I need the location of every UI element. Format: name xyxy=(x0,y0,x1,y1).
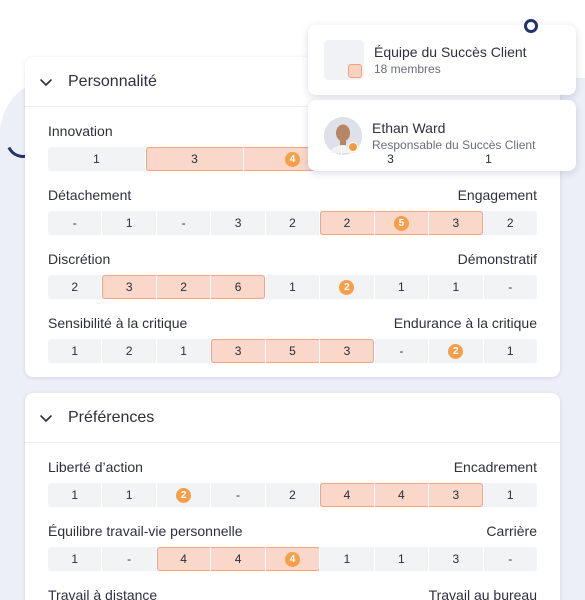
section-title: Personnalité xyxy=(68,72,157,90)
trait-row xyxy=(48,521,537,571)
trait-labels xyxy=(48,585,537,600)
trait-scale xyxy=(48,275,537,299)
team-name: Équipe du Succès Client xyxy=(374,44,527,60)
trait-scale xyxy=(48,547,537,571)
trait-scale xyxy=(48,483,537,507)
scale-cell[interactable]: 6 xyxy=(211,275,265,299)
trait-right-label: Engagement xyxy=(457,187,537,203)
scale-cell[interactable]: 2 xyxy=(157,275,211,299)
scale-cell[interactable]: 4 xyxy=(157,547,211,571)
scale-cell[interactable] xyxy=(157,483,211,507)
trait-row xyxy=(48,313,537,363)
trait-row xyxy=(48,249,537,299)
personality-traits xyxy=(25,121,560,363)
team-badge-icon xyxy=(348,64,362,78)
trait-labels xyxy=(48,185,537,205)
scale-cell[interactable]: 3 xyxy=(320,339,374,363)
trait-left-label: Discrétion xyxy=(48,251,111,267)
current-value-marker: 5 xyxy=(394,216,409,231)
trait-left-label: Liberté d’action xyxy=(48,459,143,475)
scale-cell[interactable]: 1 xyxy=(266,275,320,299)
scale-cell[interactable]: 1 xyxy=(506,488,514,502)
scale-cell[interactable]: 1 xyxy=(320,547,374,571)
trait-left-label: Travail à distance xyxy=(48,587,158,600)
scale-cell[interactable]: 3 xyxy=(211,339,265,363)
scale-cell[interactable]: 1 xyxy=(375,275,429,299)
scale-cell[interactable]: 1 xyxy=(48,483,102,507)
scale-cell[interactable]: 3 xyxy=(102,275,156,299)
person-role: Responsable du Succès Client xyxy=(372,137,536,152)
scale-cell[interactable]: 3 xyxy=(211,211,265,235)
scale-cell[interactable]: 1 xyxy=(102,483,156,507)
trait-left-label: Innovation xyxy=(48,123,113,139)
scale-cell[interactable]: - xyxy=(211,483,265,507)
trait-labels xyxy=(48,249,537,269)
scale-cell[interactable]: - xyxy=(48,211,102,235)
trait-right-label: Endurance à la critique xyxy=(393,315,537,331)
preference-traits xyxy=(25,457,560,600)
scale-cell[interactable]: 1 xyxy=(157,339,211,363)
trait-scale xyxy=(48,211,537,235)
scale-cell[interactable]: - xyxy=(375,339,429,363)
scale-cell[interactable]: - xyxy=(157,211,211,235)
scale-cell[interactable]: 3 xyxy=(429,547,483,571)
scale-cell[interactable]: 4 xyxy=(320,483,374,507)
trait-row xyxy=(48,185,537,235)
scale-cell[interactable] xyxy=(244,147,342,171)
current-value-marker: 4 xyxy=(285,152,300,167)
notification-dot-icon[interactable] xyxy=(524,19,538,33)
scale-cell[interactable]: 1 xyxy=(48,547,102,571)
trait-scale xyxy=(48,147,537,171)
scale-cell[interactable]: - xyxy=(508,552,513,566)
current-value-marker: 2 xyxy=(339,280,354,295)
trait-right-label: Travail au bureau xyxy=(428,587,537,600)
scale-cell[interactable]: 1 xyxy=(375,547,429,571)
scale-cell[interactable]: 1 xyxy=(48,147,146,171)
scale-cell[interactable]: 5 xyxy=(266,339,320,363)
trait-scale xyxy=(48,339,537,363)
scale-cell[interactable]: 4 xyxy=(211,547,265,571)
preferences-card xyxy=(25,393,560,600)
scale-cell[interactable]: 2 xyxy=(102,339,156,363)
scale-cell[interactable]: 3 xyxy=(342,147,440,171)
scale-cell[interactable]: 1 xyxy=(48,339,102,363)
current-value-marker: 2 xyxy=(448,344,463,359)
scale-cell[interactable] xyxy=(320,275,374,299)
scale-cell[interactable]: - xyxy=(102,547,156,571)
trait-right-label: Carrière xyxy=(486,523,537,539)
chevron-down-icon[interactable] xyxy=(39,411,53,425)
scale-cell[interactable]: 1 xyxy=(506,344,514,358)
scale-cell[interactable]: 1 xyxy=(485,152,492,166)
trait-right-label: Démonstratif xyxy=(457,251,537,267)
trait-labels xyxy=(48,313,537,333)
team-popup[interactable] xyxy=(308,25,576,95)
current-value-marker: 4 xyxy=(285,552,300,567)
scale-cell[interactable]: 2 xyxy=(48,275,102,299)
scale-cell[interactable]: 2 xyxy=(266,483,320,507)
scale-cell[interactable] xyxy=(375,211,429,235)
trait-left-label: Équilibre travail-vie personnelle xyxy=(48,523,243,539)
scale-cell[interactable]: 2 xyxy=(266,211,320,235)
team-members: 18 membres xyxy=(374,62,441,76)
team-icon xyxy=(324,40,364,80)
current-value-marker: 2 xyxy=(176,488,191,503)
person-name: Ethan Ward xyxy=(372,119,446,136)
scale-cell[interactable]: 4 xyxy=(375,483,429,507)
trait-row xyxy=(48,585,537,600)
chevron-down-icon[interactable] xyxy=(39,75,53,89)
scale-cell[interactable] xyxy=(429,339,483,363)
scale-cell[interactable]: - xyxy=(508,280,513,294)
scale-cell[interactable]: 3 xyxy=(429,483,483,507)
trait-left-label: Sensibilité à la critique xyxy=(48,315,188,331)
scale-cell[interactable]: 3 xyxy=(146,147,244,171)
trait-labels xyxy=(48,521,537,541)
section-title: Préférences xyxy=(68,408,155,426)
preferences-header[interactable] xyxy=(25,393,560,443)
scale-cell[interactable]: 1 xyxy=(429,275,483,299)
trait-labels xyxy=(48,457,537,477)
scale-cell[interactable]: 1 xyxy=(102,211,156,235)
scale-cell[interactable] xyxy=(266,547,320,571)
trait-right-label: Encadrement xyxy=(453,459,537,475)
scale-cell[interactable]: 2 xyxy=(320,211,374,235)
trait-row xyxy=(48,457,537,507)
scale-cell[interactable]: 2 xyxy=(506,216,514,230)
scale-cell[interactable]: 3 xyxy=(429,211,483,235)
trait-left-label: Détachement xyxy=(48,187,132,203)
